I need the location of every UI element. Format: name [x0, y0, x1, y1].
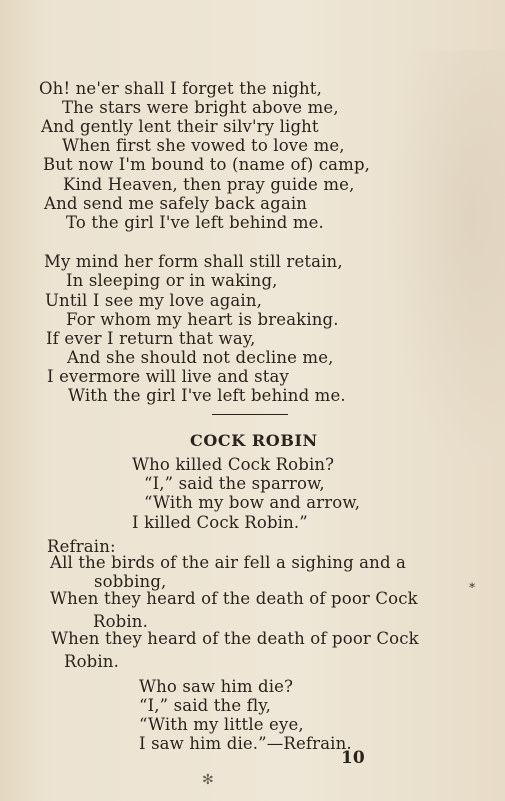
ink-smudge-mark: ∗ [468, 578, 477, 592]
verse2-line-1: Who saw him die? [139, 677, 294, 696]
stanza1-line-6: Kind Heaven, then pray guide me, [63, 175, 355, 194]
refrain-line-1: All the birds of the air fell a sighing and a [50, 553, 407, 572]
verse1-line-2: “I,” said the sparrow, [144, 474, 325, 493]
stanza1-line-1: Oh! ne'er shall I forget the night, [39, 79, 322, 98]
refrain-line-4: Robin. [93, 612, 148, 631]
refrain-label: Refrain: [47, 537, 116, 556]
stanza2-line-2: In sleeping or in waking, [66, 271, 278, 290]
refrain-line-6: Robin. [64, 652, 119, 671]
refrain-line-3: When they heard of the death of poor Cock [50, 589, 418, 608]
refrain-line-2: sobbing, [94, 572, 167, 591]
stanza2-line-3: Until I see my love again, [45, 291, 263, 310]
section-divider [212, 414, 288, 415]
refrain-line-5: When they heard of the death of poor Cock [51, 629, 419, 648]
verse2-line-2: “I,” said the fly, [139, 696, 271, 715]
section-title: COCK ROBIN [190, 431, 318, 450]
stanza2-line-8: With the girl I've left behind me. [68, 386, 346, 405]
verse1-line-4: I killed Cock Robin.” [132, 513, 308, 532]
verse1-line-1: Who killed Cock Robin? [132, 455, 335, 474]
verse2-line-4: I saw him die.”—Refrain. [139, 734, 352, 753]
stanza2-line-1: My mind her form shall still retain, [44, 252, 343, 271]
show-through-shading [385, 50, 505, 470]
stanza1-line-7: And send me safely back again [44, 194, 308, 213]
stanza1-line-2: The stars were bright above me, [62, 98, 339, 117]
verse1-line-3: “With my bow and arrow, [144, 493, 361, 512]
stanza2-line-6: And she should not decline me, [67, 348, 334, 367]
stanza1-line-8: To the girl I've left behind me. [66, 213, 324, 232]
stanza1-line-5: But now I'm bound to (name of) camp, [43, 155, 371, 174]
printer-ornament-mark: ✻ [202, 772, 214, 788]
verse2-line-3: “With my little eye, [139, 715, 304, 734]
stanza2-line-4: For whom my heart is breaking. [66, 310, 339, 329]
stanza2-line-5: If ever I return that way, [46, 329, 256, 348]
stanza1-line-4: When first she vowed to love me, [62, 136, 345, 155]
page-number: 10 [341, 748, 365, 768]
stanza2-line-7: I evermore will live and stay [47, 367, 289, 386]
stanza1-line-3: And gently lent their silv'ry light [41, 117, 319, 136]
